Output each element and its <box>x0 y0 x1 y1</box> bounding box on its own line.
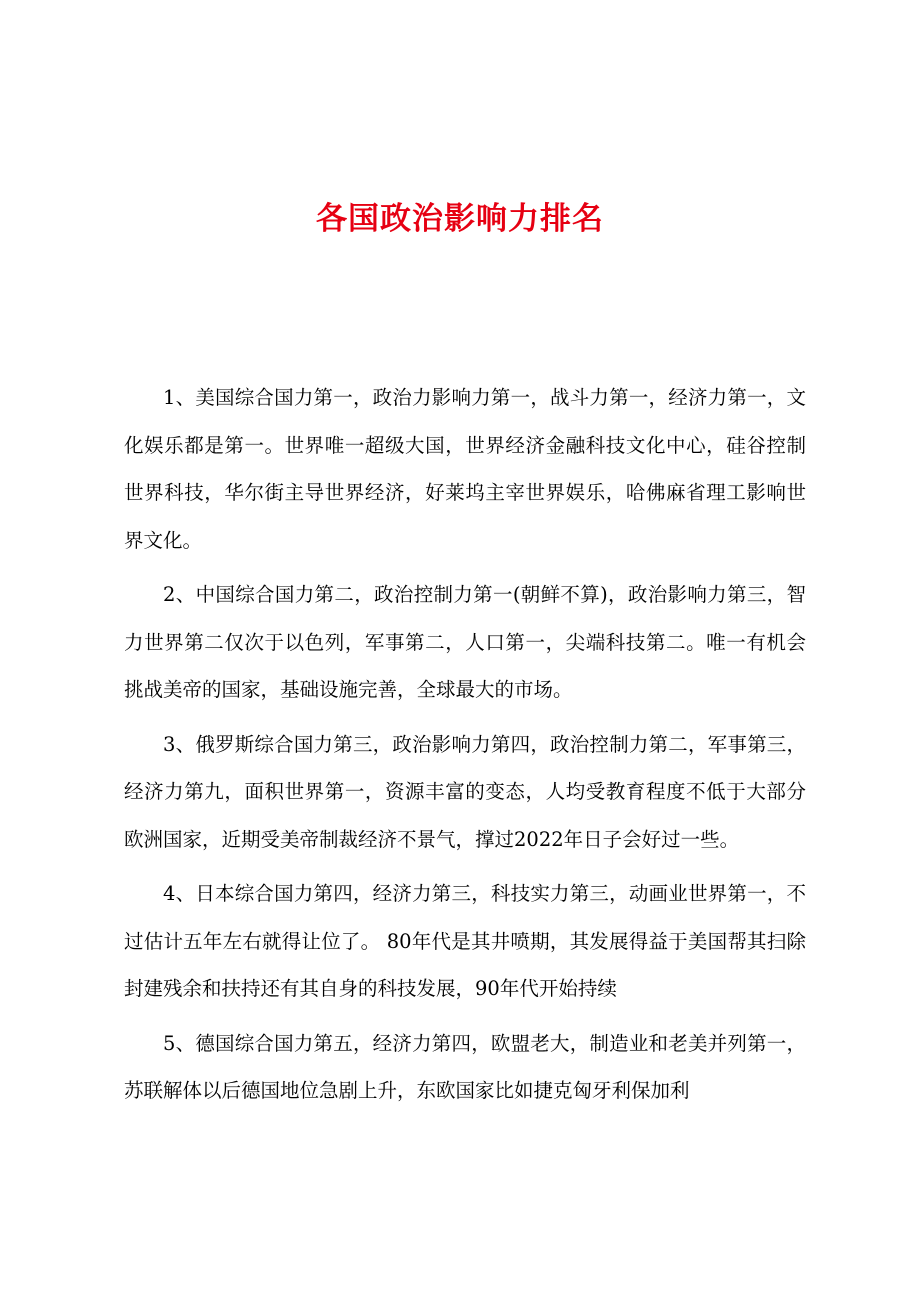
paragraph-2: 2、中国综合国力第二，政治控制力第一(朝鲜不算)，政治影响力第三，智力世界第二仅次于以色列，军事第二，人口第一，尖端科技第二。唯一有机会挑战美帝的国家，基础设施完善，全球最大的市场。 <box>124 583 806 701</box>
paragraph-3: 3、俄罗斯综合国力第三，政治影响力第四，政治控制力第二，军事第三，经济力第九，面积世界第一，资源丰富的变态，人均受教育程度不低于大部分欧洲国家，近期受美帝制裁经济不景气，撑过2022年日子会好过一些。 <box>124 732 806 851</box>
document-title: 各国政治影响力排名 <box>316 201 604 237</box>
document-body <box>124 374 806 1122</box>
paragraph-5: 5、德国综合国力第五，经济力第四，欧盟老大，制造业和老美并列第一，苏联解体以后德国地位急剧上升，东欧国家比如捷克匈牙利保加利 <box>124 1031 806 1102</box>
paragraph-4: 4、日本综合国力第四，经济力第三，科技实力第三，动画业世界第一，不过估计五年左右就得让位了。 80年代是其井喷期，其发展得益于美国帮其扫除封建残余和扶持还有其自身的科技发展，90年代开始持续 <box>124 882 806 1000</box>
paragraph-1: 1、美国综合国力第一，政治力影响力第一，战斗力第一，经济力第一，文化娱乐都是第一。世界唯一超级大国，世界经济金融科技文化中心，硅谷控制世界科技，华尔街主导世界经济，好莱坞主宰世界娱乐，哈佛麻省理工影响世界文化。 <box>124 386 806 552</box>
